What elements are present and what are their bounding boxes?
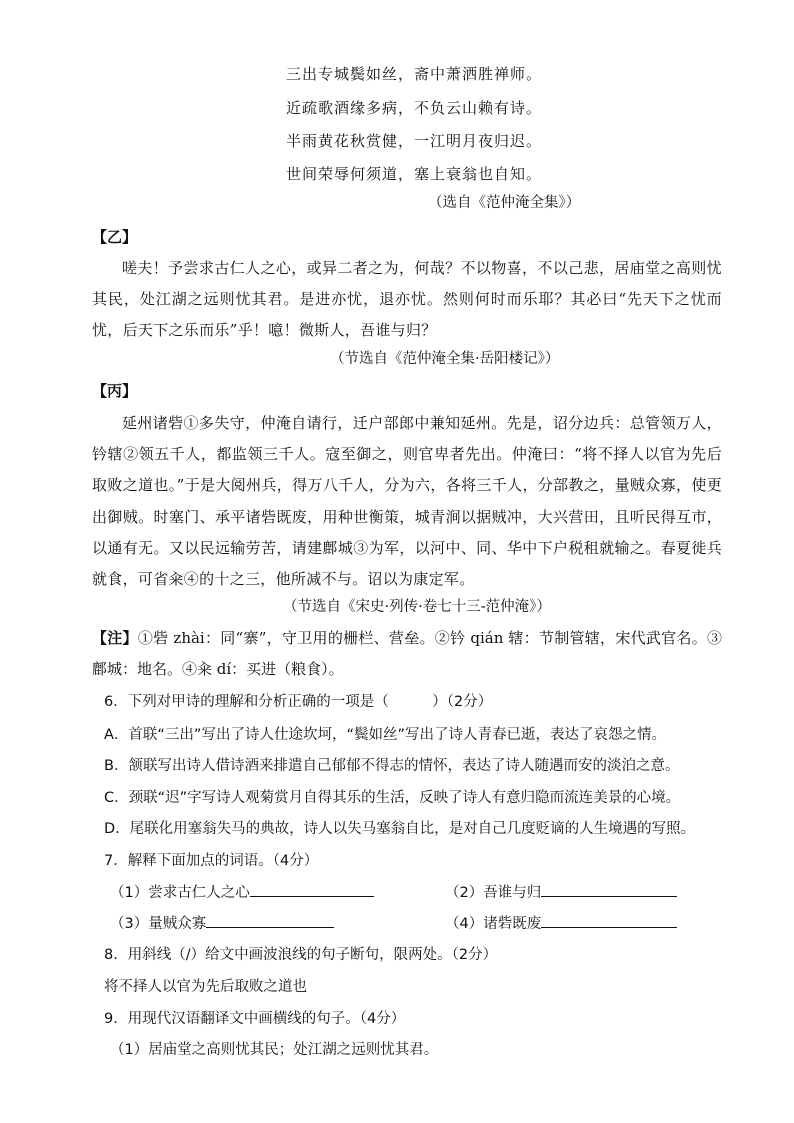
- answer-blank-7-2[interactable]: [541, 882, 677, 897]
- question-8-stem: 8．用斜线（/）给文中画波浪线的句子断句，限两处。（2分）: [104, 947, 498, 963]
- answer-blank-7-4[interactable]: [541, 913, 677, 928]
- question-7-item-3: [110, 913, 334, 934]
- poem-line-2: 近疏歌酒缘多病，不负云山赖有诗。: [286, 99, 543, 117]
- passage-bing: 延州诸砦①多失守，仲淹自请行，迁户部郎中兼知延州。先是，诏分边兵：总管领万人，钤辖②领五千人，都监领三千人。寇至御之，则官卑者先出。仲淹曰：“将不择人以官为先后取败之道也。”于是大阅州兵，得万八千人，分为六，各将三千人，分部教之，量贼众寡，使更出御贼。时塞门、承平诸砦既废，用种世衡策，城青涧以据贼冲，大兴营田，且听民得互市，以通有无。又以民远输劳苦，请建鄜城③为军，以河中、同、华中下户税租就输之。春夏徙兵就食，可省籴④的十之三，他所减不与。诏以为康定军。: [92, 414, 722, 589]
- question-7-item-2: [445, 882, 677, 903]
- question-9-item-1: （1）居庙堂之高则忧其民；处江湖之远则忧其君。: [110, 1042, 439, 1058]
- poem-source: （选自《范仲淹全集》）: [428, 195, 581, 211]
- question-7-item-2-text: （2）吾谁与归: [445, 885, 542, 901]
- question-6-option-b: B．颔联写出诗人借诗酒来排遣自己郁郁不得志的情怀，表达了诗人随遇而安的淡泊之意。: [104, 758, 680, 774]
- question-6-option-a: A．首联“三出”写出了诗人仕途坎坷，“鬓如丝”写出了诗人青春已逝，表达了哀怨之情。: [104, 727, 666, 743]
- question-7-item-1: [110, 882, 374, 903]
- poem-line-1: 三出专城鬓如丝，斋中萧洒胜禅师。: [286, 65, 543, 83]
- passage-yi: 嗟夫！予尝求古仁人之心，或异二者之为，何哉？不以物喜，不以己悲，居庙堂之高则忧其民，处江湖之远则忧其君。是进亦忧，退亦忧。然则何时而乐耶？其必曰“先天下之忧而忧，后天下之乐而乐”乎！噫！微斯人，吾谁与归？: [92, 259, 722, 339]
- question-7-item-4-text: （4）诸砦既废: [445, 916, 542, 932]
- question-9-stem: 9．用现代汉语翻译文中画横线的句子。（4分）: [104, 1011, 406, 1027]
- section-heading-bing: 【丙】: [92, 382, 138, 400]
- answer-blank-7-3[interactable]: [206, 913, 334, 928]
- annotation-label: 【注】: [92, 629, 138, 647]
- question-6-option-d: D．尾联化用塞翁失马的典故，诗人以失马塞翁自比，是对自己几度贬谪的人生境遇的写照。: [104, 821, 696, 837]
- answer-blank-7-1[interactable]: [250, 882, 374, 897]
- passage-bing-source: （节选自《宋史·列传·卷七十三-范仲淹》）: [283, 599, 551, 615]
- question-6-option-c: C．颈联“迟”字写诗人观菊赏月自得其乐的生活，反映了诗人有意归隐而流连美景的心境。: [104, 790, 681, 806]
- question-7-item-4: [445, 913, 677, 934]
- question-8-sentence: 将不择人以官为先后取败之道也: [104, 979, 307, 995]
- question-7-stem: 7．解释下面加点的词语。（4分）: [104, 853, 319, 869]
- annotation-block: [92, 623, 722, 685]
- passage-yi-source: （节选自《范仲淹全集·岳阳楼记》）: [330, 351, 560, 367]
- section-heading-yi: 【乙】: [92, 228, 138, 246]
- question-6-stem: 6．下列对甲诗的理解和分析正确的一项是（ ）（2分）: [104, 694, 493, 710]
- poem-line-3: 半雨黄花秋赏健，一江明月夜归迟。: [286, 132, 543, 150]
- annotation-text: ①砦 zhài：同“寨”，守卫用的栅栏、营垒。②钤 qián 辖：节制管辖，宋代武官名。③鄜城：地名。④籴 dí：买进（粮食）。: [92, 629, 722, 678]
- poem-line-4: 世间荣辱何须道，塞上衰翁也自知。: [286, 165, 543, 183]
- question-7-item-3-text: （3）量贼众寡: [110, 916, 207, 932]
- question-7-item-1-text: （1）尝求古仁人之心: [110, 885, 250, 901]
